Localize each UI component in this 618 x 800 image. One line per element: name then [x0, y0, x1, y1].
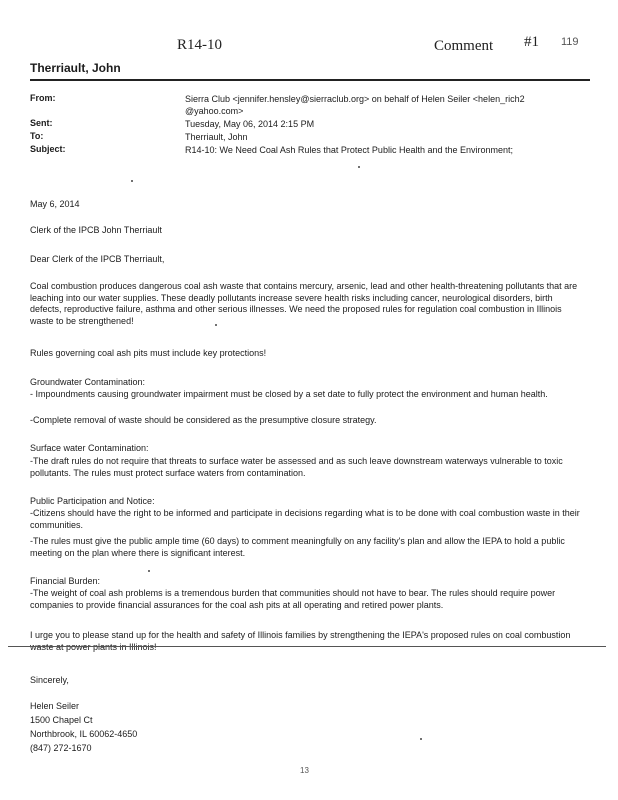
signoff: Sincerely, — [30, 675, 69, 685]
surface-water-heading: Surface water Contamination: — [30, 443, 149, 453]
financial-burden-item-1: -The weight of coal ash problems is a tremendous burden that communities should not have to bear. The rules should require power companies to provide financial assurances for the coal ash pits at all operating and retired power plants. — [30, 588, 556, 610]
signature-street: 1500 Chapel Ct — [30, 715, 93, 725]
from-label: From: — [30, 93, 56, 103]
from-value: Sierra Club <jennifer.hensley@sierraclub.org> on behalf of Helen Seiler <helen_rich2 @yahoo.com> — [185, 94, 525, 116]
scan-speck — [215, 324, 217, 326]
page-number: 13 — [300, 766, 309, 775]
financial-burden-heading: Financial Burden: — [30, 576, 101, 586]
subject-value: R14-10: We Need Coal Ash Rules that Protect Public Health and the Environment; — [185, 145, 514, 155]
signature-phone: (847) 272-1670 — [30, 743, 92, 753]
public-participation-heading: Public Participation and Notice: — [30, 496, 155, 506]
header-divider — [30, 79, 590, 81]
docket-number: R14-10 — [177, 37, 222, 53]
scan-speck — [420, 738, 422, 740]
comment-number: #1 — [524, 34, 539, 50]
sent-value: Tuesday, May 06, 2014 2:15 PM — [185, 119, 315, 129]
rules-line: Rules governing coal ash pits must include key protections! — [30, 348, 267, 358]
letter-date: May 6, 2014 — [30, 199, 80, 209]
scan-speck — [131, 180, 133, 182]
scan-speck — [148, 570, 150, 572]
letter-addressee: Clerk of the IPCB John Therriault — [30, 225, 162, 235]
signature-city: Northbrook, IL 60062-4650 — [30, 729, 138, 739]
scan-line — [8, 646, 606, 647]
groundwater-item-2: -Complete removal of waste should be considered as the presumptive closure strategy. — [30, 415, 377, 425]
to-value: Therriault, John — [185, 132, 248, 142]
scan-speck — [358, 166, 360, 168]
letter-salutation: Dear Clerk of the IPCB Therriault, — [30, 254, 165, 264]
public-participation-item-2: -The rules must give the public ample time (60 days) to comment meaningfully on any facility's plan and allow the IEPA to hold a public meeting on the plan where there is significant interest. — [30, 536, 565, 558]
page-stamp-number: 119 — [561, 36, 579, 48]
intro-paragraph: Coal combustion produces dangerous coal ash waste that contains mercury, arsenic, lead and other health-threatening pollutants that are leaching into our water supplies. These deadly pollutants increase severe health risks including cancer, neurological disorders, birth defects, reproductive failure, asthma and other serious illnesses. We need the proposed rules for regulation coal combustion in Illinois waste to be strengthened! — [30, 281, 578, 326]
public-participation-item-1: -Citizens should have the right to be informed and participate in decisions regarding what is to be done with coal combustion waste in their communities. — [30, 508, 580, 530]
closing-paragraph: I urge you to please stand up for the health and safety of Illinois families by strengthening the IEPA's proposed rules on coal combustion — [30, 630, 571, 640]
comment-label: Comment — [434, 38, 494, 54]
groundwater-item-1: - Impoundments causing groundwater impairment must be closed by a set date to fully protect the environment and human health. — [30, 389, 548, 399]
groundwater-heading: Groundwater Contamination: — [30, 377, 146, 387]
recipient-name-heading: Therriault, John — [30, 61, 121, 75]
surface-water-item-1: -The draft rules do not require that threats to surface water be assessed and as such leave downstream waterways vulnerable to toxic pollutants. The rules must protect surface waters from contamination. — [30, 456, 563, 478]
to-label: To: — [30, 131, 44, 141]
subject-label: Subject: — [30, 144, 66, 154]
signature-name: Helen Seiler — [30, 701, 80, 711]
sent-label: Sent: — [30, 118, 53, 128]
